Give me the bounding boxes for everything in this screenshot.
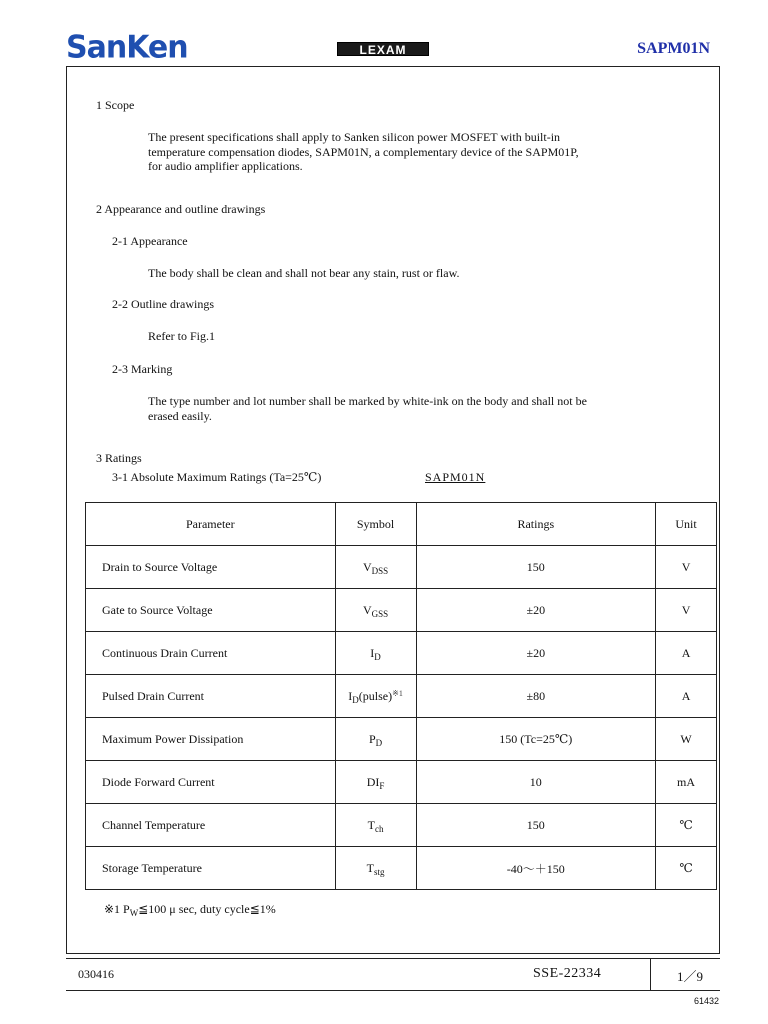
unit-cell: ℃ (656, 847, 717, 890)
header-parameter: Parameter (86, 503, 336, 546)
rating-cell: ±20 (416, 632, 656, 675)
scope-body (148, 130, 579, 174)
symbol-cell: $P_D$ (335, 718, 416, 761)
symbol-cell: $T_{ch}$ (335, 804, 416, 847)
footer-page-number: 1／9 (677, 969, 704, 984)
header-unit: Unit (656, 503, 717, 546)
marking-subheading: 2-3 Marking (112, 362, 173, 376)
appearance-subheading: 2-1 Appearance (112, 234, 188, 248)
corner-code: 61432 (694, 996, 720, 1006)
parameter-cell: Continuous Drain Current (86, 632, 336, 675)
marking-body (148, 394, 587, 423)
table-row (86, 718, 717, 761)
table-row (86, 632, 717, 675)
outline-subheading: 2-2 Outline drawings (112, 297, 214, 311)
table-header-row (86, 503, 717, 546)
symbol-cell: $T_{stg}$ (335, 847, 416, 890)
sanken-logo: SanKen (66, 29, 188, 66)
rating-cell: ±80 (416, 675, 656, 718)
rating-cell: 150 (416, 546, 656, 589)
symbol-cell: $V_{GSS}$ (335, 589, 416, 632)
appearance-body: The body shall be clean and shall not bear any stain, rust or flaw. (148, 266, 460, 280)
footnote: ※1 $P_W≦100$ μ sec, duty cycle≦1% (104, 902, 276, 918)
footer-date-code: 030416 (78, 967, 114, 981)
header-symbol: Symbol (335, 503, 416, 546)
symbol-cell: $DI_F$ (335, 761, 416, 804)
unit-cell: V (656, 546, 717, 589)
appearance-heading: 2 Appearance and outline drawings (96, 202, 266, 216)
table-row (86, 589, 717, 632)
parameter-cell: Maximum Power Dissipation (86, 718, 336, 761)
rating-cell: 150 (416, 804, 656, 847)
ratings-part-number: SAPM01N (425, 470, 486, 484)
unit-cell: ℃ (656, 804, 717, 847)
marking-line: erased easily. (148, 408, 212, 423)
scope-line: temperature compensation diodes, SAPM01N, a complementary device of the SAPM01P, (148, 144, 579, 159)
scope-heading: 1 Scope (96, 98, 135, 112)
rating-cell: 10 (416, 761, 656, 804)
rating-cell: -40～＋150 (416, 847, 656, 890)
symbol-cell: $I_D$ (335, 632, 416, 675)
outline-body: Refer to Fig.1 (148, 329, 215, 343)
footer-divider (650, 958, 651, 991)
parameter-cell: Drain to Source Voltage (86, 546, 336, 589)
unit-cell: W (656, 718, 717, 761)
part-number: SAPM01N (637, 40, 710, 57)
parameter-cell: Storage Temperature (86, 847, 336, 890)
marking-line: The type number and lot number shall be marked by white-ink on the body and shall not be (148, 394, 587, 408)
absolute-max-ratings-table (85, 502, 717, 890)
header-ratings: Ratings (416, 503, 656, 546)
symbol-cell: $I_D(pulse)^{※1}$ (335, 675, 416, 718)
table-row (86, 546, 717, 589)
parameter-cell: Gate to Source Voltage (86, 589, 336, 632)
ratings-subheading: 3-1 Absolute Maximum Ratings (Ta=25℃) (112, 470, 322, 484)
footer-doc-number: SSE-22334 (533, 966, 602, 981)
rating-cell: ±20 (416, 589, 656, 632)
unit-cell: A (656, 675, 717, 718)
parameter-cell: Diode Forward Current (86, 761, 336, 804)
table-row (86, 847, 717, 890)
parameter-cell: Pulsed Drain Current (86, 675, 336, 718)
table-row (86, 804, 717, 847)
scope-line: for audio amplifier applications. (148, 159, 303, 173)
unit-cell: V (656, 589, 717, 632)
unit-cell: mA (656, 761, 717, 804)
footer-top-rule (66, 958, 720, 959)
lexam-logo: LEXAM (337, 42, 429, 56)
scope-line: The present specifications shall apply to Sanken silicon power MOSFET with built-in (148, 130, 561, 144)
rating-cell: 150 (Tc=25℃) (416, 718, 656, 761)
unit-cell: A (656, 632, 717, 675)
table-row (86, 761, 717, 804)
table-row (86, 675, 717, 718)
parameter-cell: Channel Temperature (86, 804, 336, 847)
ratings-heading: 3 Ratings (96, 451, 142, 465)
footer-bottom-rule (66, 990, 720, 991)
symbol-cell: $V_{DSS}$ (335, 546, 416, 589)
